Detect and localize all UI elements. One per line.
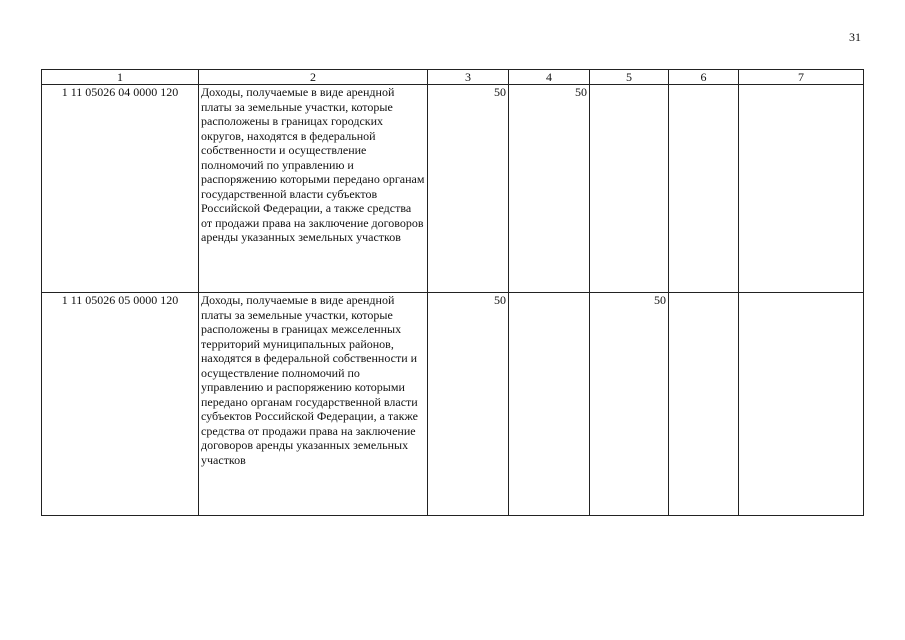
value-cell-col4 — [509, 293, 590, 516]
value-cell-col5 — [590, 85, 669, 293]
value-cell-col6 — [669, 293, 739, 516]
revenue-code-cell: 1 11 05026 04 0000 120 — [42, 85, 199, 293]
revenue-description-cell: Доходы, получаемые в виде арендной платы за земельные участки, которые расположены в границах межселенных территорий муниципальных районов, находятся в федеральной собственности и осуществление полномочий по управлению и распоряжению которыми передано органам государственной власти субъектов Российской Федерации, а также средства от продажи права на заключение договоров аренды указанных земельных участков — [199, 293, 428, 516]
revenue-code-cell: 1 11 05026 05 0000 120 — [42, 293, 199, 516]
column-header: 4 — [509, 70, 590, 85]
value-cell-col4: 50 — [509, 85, 590, 293]
table-row — [42, 293, 864, 516]
revenue-description-cell: Доходы, получаемые в виде арендной платы за земельные участки, которые расположены в границах городских округов, находятся в федеральной собственности и осуществление полномочий по управлению и распоряжению которыми передано органам государственной власти субъектов Российской Федерации, а также средства от продажи права на заключение договоров аренды указанных земельных участков — [199, 85, 428, 293]
column-header: 5 — [590, 70, 669, 85]
column-header: 6 — [669, 70, 739, 85]
value-cell-col7 — [739, 85, 864, 293]
value-cell-col3: 50 — [428, 85, 509, 293]
column-header: 7 — [739, 70, 864, 85]
value-cell-col6 — [669, 85, 739, 293]
table-row — [42, 85, 864, 293]
value-cell-col3: 50 — [428, 293, 509, 516]
column-header: 3 — [428, 70, 509, 85]
header-row — [42, 70, 864, 85]
value-cell-col5: 50 — [590, 293, 669, 516]
value-cell-col7 — [739, 293, 864, 516]
column-header: 2 — [199, 70, 428, 85]
budget-table — [41, 69, 864, 516]
column-header: 1 — [42, 70, 199, 85]
page-number: 31 — [849, 30, 861, 44]
